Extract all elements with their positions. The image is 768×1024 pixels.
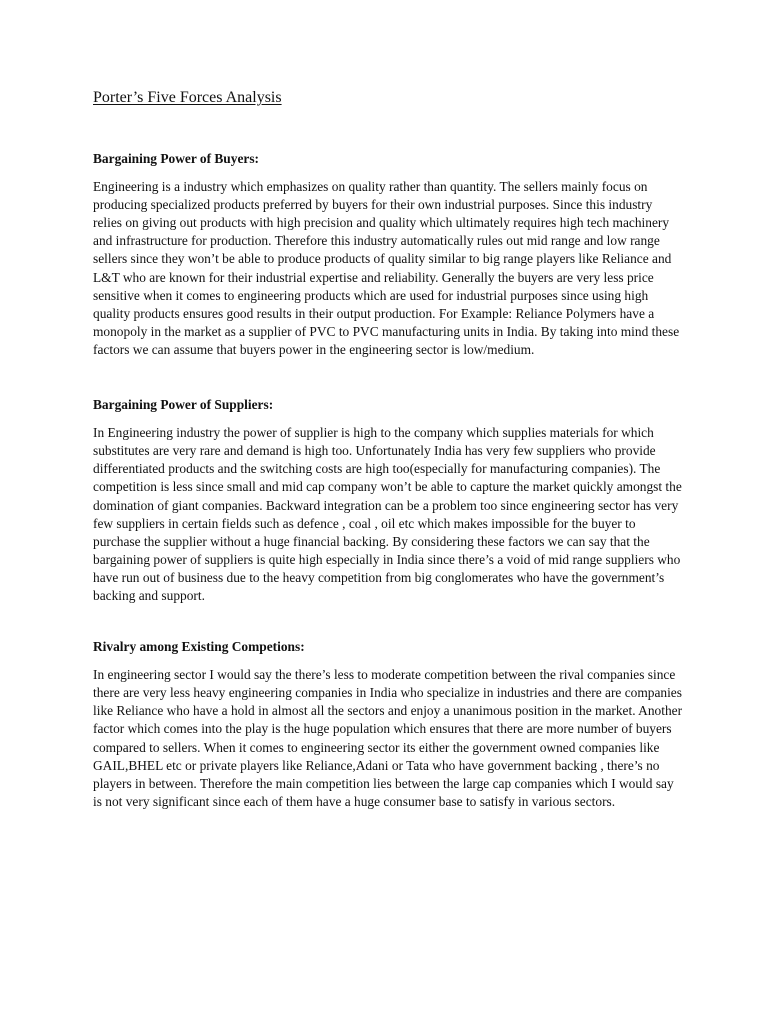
- section-body: In Engineering industry the power of supplier is high to the company which supplies materials for which substitutes are very rare and demand is high too. Unfortunately India has very few suppliers who provide differentiated products and the switching costs are high too(especially for manufacturing companies). The competition is less since small and mid cap company won’t be able to capture the market quickly amongst the domination of giant companies. Backward integration can be a problem too since engineering sector has very few suppliers in certain fields such as defence , coal , oil etc which makes impossible for the buyer to purchase the supplier without a huge financial backing. By considering these factors we can say that the bargaining power of suppliers is quite high especially in India since there’s a void of mid range suppliers who have run out of business due to the heavy competition from big conglomerates who have the government’s backing and support.: [93, 425, 682, 603]
- section-buyers-power: [93, 150, 683, 359]
- section-rivalry: [93, 638, 683, 811]
- section-heading: Bargaining Power of Buyers:: [93, 151, 260, 166]
- section-body: Engineering is a industry which emphasizes on quality rather than quantity. The sellers mainly focus on producing specialized products preferred by buyers for their own industrial purposes. Since this industry relies on giving out products with high precision and quality which ultimately requires high tech machinery and infrastructure for production. Therefore this industry automatically rules out mid range and low range sellers since they won’t be able to produce products of quality similar to big range players like Reliance and L&T who are known for their industrial expertise and reliability. Generally the buyers are very less price sensitive when it comes to engineering products which are used for industrial purposes since using high quality products ensures good results in their output production. For Example: Reliance Polymers have a monopoly in the market as a supplier of PVC to PVC manufacturing units in India. By taking into mind these factors we can assume that buyers power in the engineering sector is low/medium.: [93, 179, 680, 357]
- section-suppliers-power: [93, 396, 683, 605]
- section-body: In engineering sector I would say the there’s less to moderate competition between the rival companies since there are very less heavy engineering companies in India who specialize in industries and there are companies like Reliance who have a hold in almost all the sectors and enjoy a unanimous position in the market. Another factor which comes into the play is the huge population which ensures that there are more number of buyers compared to sellers. When it comes to engineering sector its either the government owned companies like GAIL,BHEL etc or private players like Reliance,Adani or Tata who have government backing , there’s no players in between. Therefore the main competition lies between the large cap companies which I would say is not very significant since each of them have a huge consumer base to satisfy in various sectors.: [93, 667, 683, 809]
- section-heading: Bargaining Power of Suppliers:: [93, 397, 274, 413]
- document-page: [93, 88, 683, 846]
- section-heading: Rivalry among Existing Competions:: [93, 639, 305, 655]
- document-title: Porter’s Five Forces Analysis: [93, 89, 282, 106]
